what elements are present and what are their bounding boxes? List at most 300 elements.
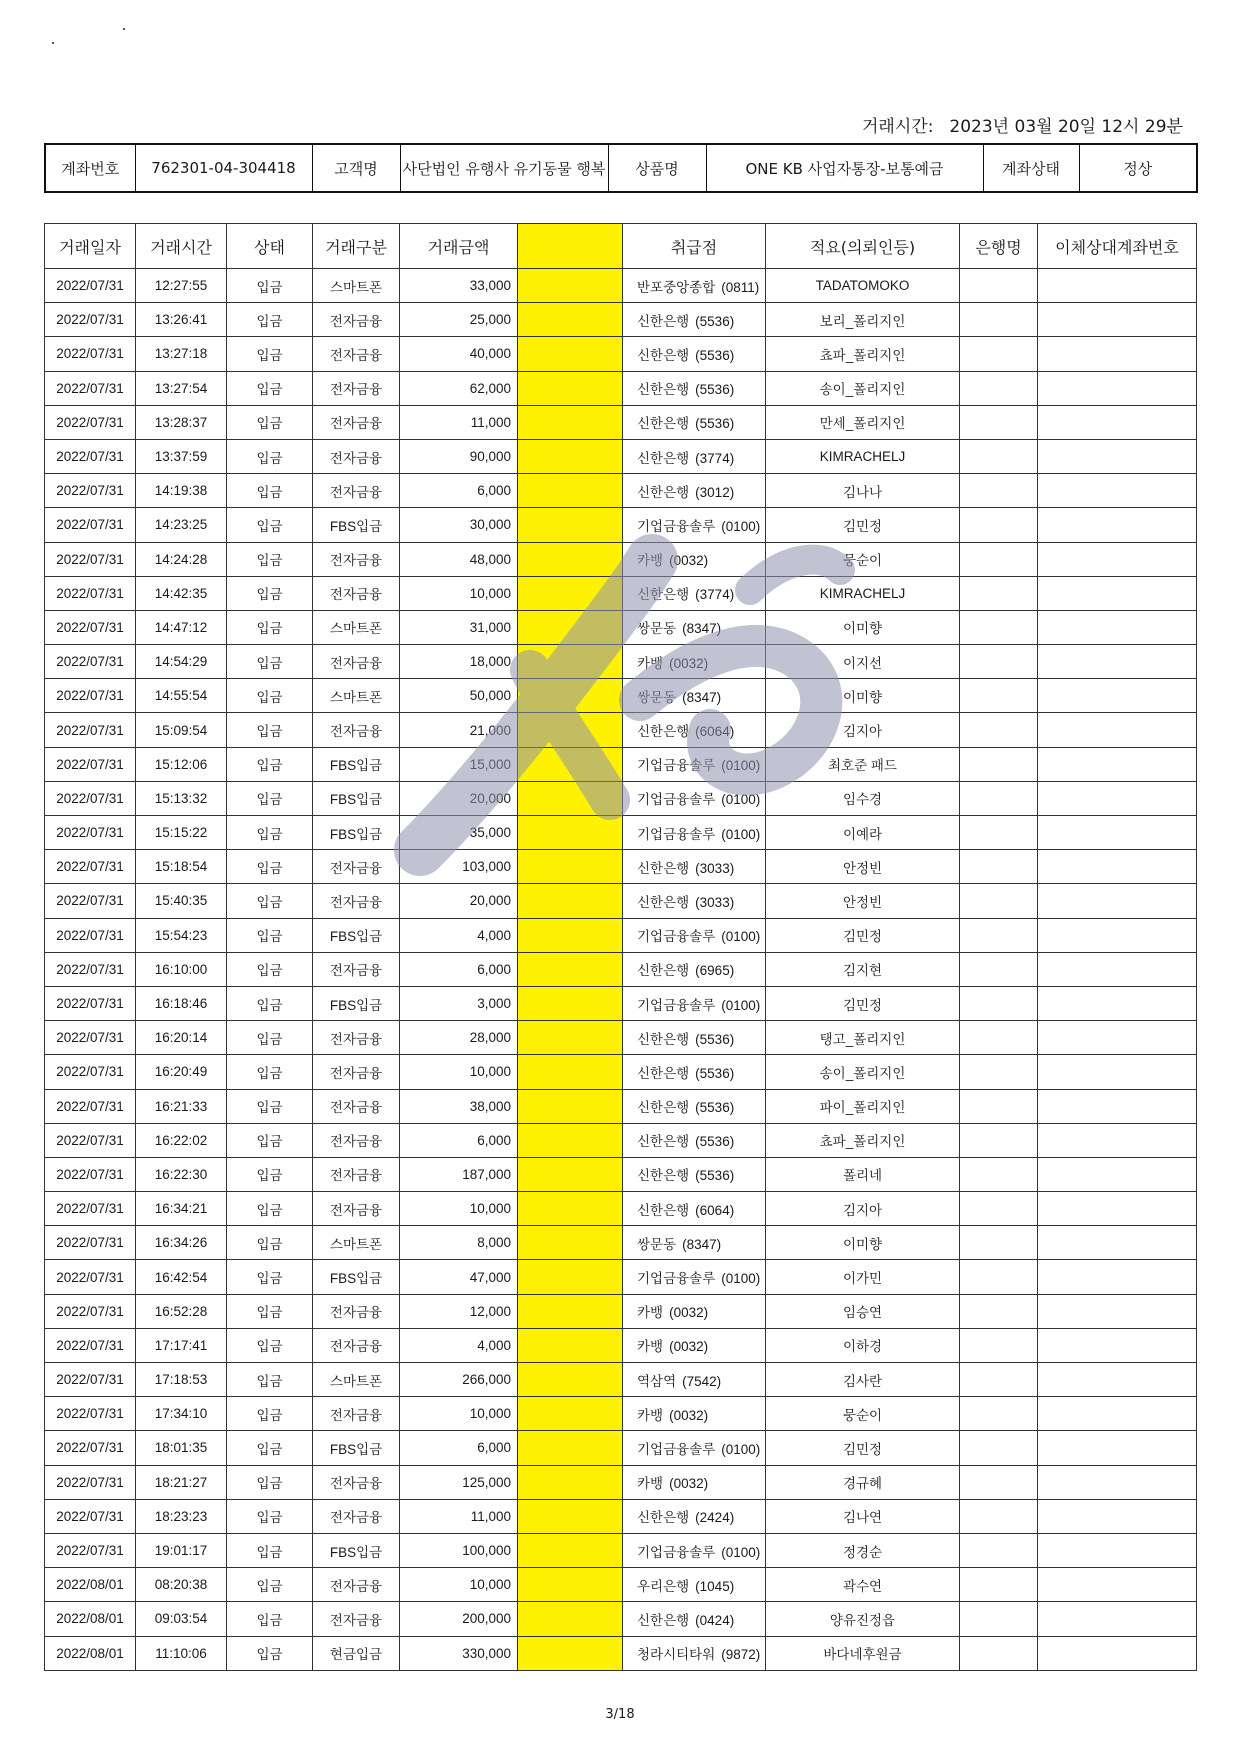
- cell-memo: 바다네후원금: [766, 1636, 960, 1670]
- cell-type: 전자금융: [313, 1089, 400, 1123]
- branch-name: 카뱅: [637, 553, 664, 569]
- cell-status: 입금: [227, 1226, 313, 1260]
- cell-branch: [623, 850, 766, 884]
- cell-bank: [960, 918, 1038, 952]
- cell-counter-account: [1038, 986, 1197, 1020]
- cell-branch: [623, 1157, 766, 1191]
- cell-bank: [960, 1055, 1038, 1089]
- cell-type: 전자금융: [313, 1123, 400, 1157]
- product-name: ONE KB 사업자통장-보통예금: [706, 144, 983, 192]
- cell-bank: [960, 850, 1038, 884]
- col-header-redacted: [518, 224, 623, 269]
- cell-date: 2022/07/31: [45, 986, 136, 1020]
- cell-redacted: [518, 986, 623, 1020]
- cell-time: 16:22:30: [136, 1157, 227, 1191]
- cell-memo: 이미향: [766, 1226, 960, 1260]
- cell-memo: 김지현: [766, 952, 960, 986]
- cell-counter-account: [1038, 1021, 1197, 1055]
- branch-name: 기업금융솔루: [637, 758, 716, 774]
- scan-speck: [123, 28, 125, 30]
- cell-time: 14:23:25: [136, 508, 227, 542]
- cell-status: 입금: [227, 816, 313, 850]
- cell-counter-account: [1038, 1363, 1197, 1397]
- branch-code: (5536): [695, 1031, 735, 1047]
- cell-time: 13:27:18: [136, 337, 227, 371]
- cell-branch: [623, 1431, 766, 1465]
- cell-date: 2022/07/31: [45, 405, 136, 439]
- cell-status: 입금: [227, 1055, 313, 1089]
- cell-memo: 곽수연: [766, 1568, 960, 1602]
- cell-branch: [623, 952, 766, 986]
- cell-redacted: [518, 1226, 623, 1260]
- branch-code: (5536): [695, 1100, 735, 1116]
- cell-time: 16:10:00: [136, 952, 227, 986]
- page-number: 3/18: [605, 1707, 635, 1722]
- cell-type: 전자금융: [313, 337, 400, 371]
- cell-branch: [623, 508, 766, 542]
- cell-type: 전자금융: [313, 1328, 400, 1362]
- branch-code: (6064): [695, 724, 735, 740]
- cell-counter-account: [1038, 337, 1197, 371]
- cell-amount: 48,000: [400, 542, 518, 576]
- branch-name: 반포중앙종합: [637, 279, 716, 295]
- cell-type: 전자금융: [313, 576, 400, 610]
- cell-amount: 200,000: [400, 1602, 518, 1636]
- cell-redacted: [518, 679, 623, 713]
- cell-counter-account: [1038, 1260, 1197, 1294]
- cell-bank: [960, 1431, 1038, 1465]
- cell-type: 전자금융: [313, 1499, 400, 1533]
- cell-amount: 10,000: [400, 1055, 518, 1089]
- table-row: [45, 405, 1197, 439]
- table-row: [45, 576, 1197, 610]
- cell-date: 2022/07/31: [45, 952, 136, 986]
- cell-time: 14:24:28: [136, 542, 227, 576]
- cell-bank: [960, 508, 1038, 542]
- cell-bank: [960, 1465, 1038, 1499]
- table-row: [45, 1123, 1197, 1157]
- cell-redacted: [518, 1568, 623, 1602]
- cell-status: 입금: [227, 474, 313, 508]
- table-row: [45, 1192, 1197, 1226]
- col-header-bank: 은행명: [960, 224, 1038, 269]
- table-row: [45, 1260, 1197, 1294]
- cell-branch: [623, 405, 766, 439]
- table-row: [45, 1055, 1197, 1089]
- cell-date: 2022/07/31: [45, 1226, 136, 1260]
- cell-date: 2022/07/31: [45, 610, 136, 644]
- cell-amount: 20,000: [400, 884, 518, 918]
- cell-counter-account: [1038, 1089, 1197, 1123]
- cell-memo: 정경순: [766, 1533, 960, 1567]
- cell-time: 15:54:23: [136, 918, 227, 952]
- table-row: [45, 679, 1197, 713]
- cell-date: 2022/07/31: [45, 850, 136, 884]
- branch-name: 청라시티타워: [637, 1647, 716, 1663]
- cell-time: 15:18:54: [136, 850, 227, 884]
- branch-name: 신한은행: [637, 963, 690, 979]
- table-row: [45, 781, 1197, 815]
- cell-branch: [623, 1055, 766, 1089]
- cell-counter-account: [1038, 781, 1197, 815]
- cell-bank: [960, 1260, 1038, 1294]
- cell-counter-account: [1038, 1294, 1197, 1328]
- cell-counter-account: [1038, 1533, 1197, 1567]
- cell-redacted: [518, 1636, 623, 1670]
- cell-type: FBS입금: [313, 986, 400, 1020]
- cell-branch: [623, 1636, 766, 1670]
- table-row: [45, 1157, 1197, 1191]
- cell-counter-account: [1038, 1055, 1197, 1089]
- cell-status: 입금: [227, 508, 313, 542]
- cell-type: 전자금융: [313, 1055, 400, 1089]
- cell-amount: 31,000: [400, 610, 518, 644]
- table-row: [45, 1499, 1197, 1533]
- cell-redacted: [518, 747, 623, 781]
- cell-amount: 35,000: [400, 816, 518, 850]
- cell-status: 입금: [227, 747, 313, 781]
- branch-name: 기업금융솔루: [637, 1271, 716, 1287]
- cell-time: 11:10:06: [136, 1636, 227, 1670]
- branch-name: 신한은행: [637, 1031, 690, 1047]
- branch-code: (0032): [669, 1339, 709, 1355]
- cell-redacted: [518, 816, 623, 850]
- cell-status: 입금: [227, 850, 313, 884]
- cell-branch: [623, 713, 766, 747]
- cell-branch: [623, 610, 766, 644]
- cell-date: 2022/07/31: [45, 645, 136, 679]
- cell-type: 스마트폰: [313, 1363, 400, 1397]
- cell-status: 입금: [227, 337, 313, 371]
- cell-redacted: [518, 645, 623, 679]
- cell-counter-account: [1038, 1123, 1197, 1157]
- table-row: [45, 1328, 1197, 1362]
- cell-memo: 김민정: [766, 508, 960, 542]
- cell-date: 2022/07/31: [45, 337, 136, 371]
- branch-code: (5536): [695, 416, 735, 432]
- table-row: [45, 1397, 1197, 1431]
- col-header-counter-account: 이체상대계좌번호: [1038, 224, 1197, 269]
- table-row: [45, 645, 1197, 679]
- cell-amount: 40,000: [400, 337, 518, 371]
- cell-redacted: [518, 337, 623, 371]
- cell-redacted: [518, 576, 623, 610]
- cell-branch: [623, 576, 766, 610]
- cell-counter-account: [1038, 1499, 1197, 1533]
- cell-counter-account: [1038, 1397, 1197, 1431]
- branch-name: 신한은행: [637, 1134, 690, 1150]
- col-header-time: 거래시간: [136, 224, 227, 269]
- cell-date: 2022/07/31: [45, 747, 136, 781]
- cell-memo: 임수경: [766, 781, 960, 815]
- cell-memo: 김나나: [766, 474, 960, 508]
- cell-redacted: [518, 1089, 623, 1123]
- cell-type: 전자금융: [313, 405, 400, 439]
- branch-code: (3033): [695, 894, 735, 910]
- cell-type: 전자금융: [313, 1157, 400, 1191]
- cell-redacted: [518, 405, 623, 439]
- cell-counter-account: [1038, 1157, 1197, 1191]
- cell-amount: 62,000: [400, 371, 518, 405]
- cell-amount: 6,000: [400, 474, 518, 508]
- cell-counter-account: [1038, 576, 1197, 610]
- cell-amount: 8,000: [400, 1226, 518, 1260]
- cell-memo: 뭉순이: [766, 542, 960, 576]
- table-row: [45, 1465, 1197, 1499]
- cell-counter-account: [1038, 1602, 1197, 1636]
- cell-status: 입금: [227, 1431, 313, 1465]
- cell-branch: [623, 1021, 766, 1055]
- customer-name: 사단법인 유행사 유기동물 행복: [400, 144, 608, 192]
- cell-time: 13:37:59: [136, 439, 227, 473]
- cell-date: 2022/07/31: [45, 1533, 136, 1567]
- cell-date: 2022/07/31: [45, 1294, 136, 1328]
- cell-amount: 10,000: [400, 576, 518, 610]
- cell-branch: [623, 781, 766, 815]
- cell-memo: 이미향: [766, 610, 960, 644]
- account-status-label: 계좌상태: [983, 144, 1079, 192]
- cell-amount: 187,000: [400, 1157, 518, 1191]
- cell-status: 입금: [227, 371, 313, 405]
- cell-bank: [960, 1636, 1038, 1670]
- cell-amount: 10,000: [400, 1192, 518, 1226]
- cell-branch: [623, 371, 766, 405]
- cell-status: 입금: [227, 542, 313, 576]
- cell-status: 입금: [227, 303, 313, 337]
- cell-redacted: [518, 1328, 623, 1362]
- cell-time: 13:27:54: [136, 371, 227, 405]
- cell-time: 08:20:38: [136, 1568, 227, 1602]
- cell-counter-account: [1038, 1636, 1197, 1670]
- branch-name: 기업금융솔루: [637, 826, 716, 842]
- cell-counter-account: [1038, 439, 1197, 473]
- cell-status: 입금: [227, 576, 313, 610]
- branch-name: 기업금융솔루: [637, 1441, 716, 1457]
- cell-bank: [960, 645, 1038, 679]
- table-row: [45, 850, 1197, 884]
- branch-name: 쌍문동: [637, 1236, 677, 1252]
- cell-branch: [623, 1328, 766, 1362]
- cell-redacted: [518, 1363, 623, 1397]
- cell-time: 15:09:54: [136, 713, 227, 747]
- cell-memo: 이지선: [766, 645, 960, 679]
- cell-bank: [960, 713, 1038, 747]
- branch-code: (3774): [695, 450, 735, 466]
- cell-type: 전자금융: [313, 1397, 400, 1431]
- cell-time: 17:18:53: [136, 1363, 227, 1397]
- transaction-rows: [45, 269, 1197, 1671]
- cell-counter-account: [1038, 952, 1197, 986]
- table-row: [45, 1431, 1197, 1465]
- cell-date: 2022/07/31: [45, 679, 136, 713]
- cell-bank: [960, 269, 1038, 303]
- cell-bank: [960, 610, 1038, 644]
- cell-amount: 11,000: [400, 1499, 518, 1533]
- cell-time: 17:34:10: [136, 1397, 227, 1431]
- cell-branch: [623, 1123, 766, 1157]
- cell-branch: [623, 1602, 766, 1636]
- cell-type: FBS입금: [313, 816, 400, 850]
- cell-time: 18:21:27: [136, 1465, 227, 1499]
- branch-name: 기업금융솔루: [637, 792, 716, 808]
- table-row: [45, 508, 1197, 542]
- cell-status: 입금: [227, 1089, 313, 1123]
- cell-date: 2022/08/01: [45, 1636, 136, 1670]
- table-row: [45, 269, 1197, 303]
- cell-time: 16:52:28: [136, 1294, 227, 1328]
- cell-branch: [623, 1568, 766, 1602]
- customer-name-label: 고객명: [312, 144, 400, 192]
- cell-type: 전자금융: [313, 1192, 400, 1226]
- cell-branch: [623, 1192, 766, 1226]
- cell-time: 17:17:41: [136, 1328, 227, 1362]
- cell-type: 전자금융: [313, 850, 400, 884]
- table-row: [45, 1089, 1197, 1123]
- cell-date: 2022/07/31: [45, 1363, 136, 1397]
- cell-type: FBS입금: [313, 1260, 400, 1294]
- cell-date: 2022/07/31: [45, 303, 136, 337]
- cell-bank: [960, 816, 1038, 850]
- cell-status: 입금: [227, 952, 313, 986]
- cell-status: 입금: [227, 1123, 313, 1157]
- cell-memo: 안정빈: [766, 850, 960, 884]
- cell-status: 입금: [227, 610, 313, 644]
- cell-memo: 송이_폴리지인: [766, 1055, 960, 1089]
- cell-time: 16:20:14: [136, 1021, 227, 1055]
- branch-name: 기업금융솔루: [637, 1544, 716, 1560]
- cell-date: 2022/07/31: [45, 474, 136, 508]
- cell-type: 전자금융: [313, 474, 400, 508]
- branch-code: (3033): [695, 860, 735, 876]
- cell-bank: [960, 1089, 1038, 1123]
- branch-name: 기업금융솔루: [637, 997, 716, 1013]
- cell-counter-account: [1038, 816, 1197, 850]
- account-status: 정상: [1079, 144, 1197, 192]
- table-row: [45, 1294, 1197, 1328]
- cell-bank: [960, 1294, 1038, 1328]
- cell-type: 전자금융: [313, 1602, 400, 1636]
- branch-code: (0100): [721, 1441, 761, 1457]
- cell-redacted: [518, 1533, 623, 1567]
- cell-date: 2022/07/31: [45, 1055, 136, 1089]
- branch-name: 신한은행: [637, 1065, 690, 1081]
- cell-type: FBS입금: [313, 1431, 400, 1465]
- cell-bank: [960, 542, 1038, 576]
- account-number: 762301-04-304418: [135, 144, 312, 192]
- cell-type: 현금입금: [313, 1636, 400, 1670]
- cell-status: 입금: [227, 1328, 313, 1362]
- branch-name: 신한은행: [637, 450, 690, 466]
- table-row: [45, 1636, 1197, 1670]
- branch-code: (6064): [695, 1202, 735, 1218]
- branch-code: (0100): [721, 997, 761, 1013]
- cell-date: 2022/07/31: [45, 1157, 136, 1191]
- cell-time: 16:34:26: [136, 1226, 227, 1260]
- cell-date: 2022/07/31: [45, 542, 136, 576]
- cell-bank: [960, 679, 1038, 713]
- col-header-memo: 적요(의뢰인등): [766, 224, 960, 269]
- cell-time: 18:01:35: [136, 1431, 227, 1465]
- cell-branch: [623, 645, 766, 679]
- cell-branch: [623, 1363, 766, 1397]
- cell-amount: 33,000: [400, 269, 518, 303]
- cell-date: 2022/07/31: [45, 884, 136, 918]
- cell-date: 2022/07/31: [45, 1089, 136, 1123]
- cell-time: 16:21:33: [136, 1089, 227, 1123]
- cell-redacted: [518, 371, 623, 405]
- cell-amount: 38,000: [400, 1089, 518, 1123]
- cell-branch: [623, 1294, 766, 1328]
- table-row: [45, 713, 1197, 747]
- cell-memo: 이예라: [766, 816, 960, 850]
- branch-name: 신한은행: [637, 1510, 690, 1526]
- branch-code: (0100): [721, 758, 761, 774]
- cell-branch: [623, 1089, 766, 1123]
- cell-time: 15:12:06: [136, 747, 227, 781]
- branch-name: 기업금융솔루: [637, 518, 716, 534]
- cell-bank: [960, 1123, 1038, 1157]
- branch-code: (5536): [695, 1134, 735, 1150]
- cell-memo: 김지아: [766, 713, 960, 747]
- cell-redacted: [518, 781, 623, 815]
- branch-code: (0100): [721, 792, 761, 808]
- table-row: [45, 816, 1197, 850]
- branch-code: (8347): [682, 621, 722, 637]
- cell-bank: [960, 1397, 1038, 1431]
- branch-code: (5536): [695, 347, 735, 363]
- cell-redacted: [518, 439, 623, 473]
- cell-memo: 김나연: [766, 1499, 960, 1533]
- cell-time: 15:13:32: [136, 781, 227, 815]
- cell-status: 입금: [227, 884, 313, 918]
- col-header-type: 거래구분: [313, 224, 400, 269]
- cell-bank: [960, 1568, 1038, 1602]
- cell-time: 19:01:17: [136, 1533, 227, 1567]
- branch-code: (5536): [695, 1168, 735, 1184]
- cell-counter-account: [1038, 610, 1197, 644]
- table-row: [45, 474, 1197, 508]
- branch-name: 신한은행: [637, 382, 690, 398]
- cell-status: 입금: [227, 986, 313, 1020]
- branch-name: 신한은행: [637, 1612, 690, 1628]
- branch-code: (0100): [721, 1544, 761, 1560]
- cell-time: 13:26:41: [136, 303, 227, 337]
- cell-memo: 양유진정읍: [766, 1602, 960, 1636]
- branch-code: (3012): [695, 484, 735, 500]
- cell-redacted: [518, 918, 623, 952]
- cell-bank: [960, 952, 1038, 986]
- branch-name: 카뱅: [637, 1476, 664, 1492]
- cell-memo: 만세_폴리지인: [766, 405, 960, 439]
- branch-name: 신한은행: [637, 1202, 690, 1218]
- cell-memo: KIMRACHELJ: [766, 439, 960, 473]
- cell-counter-account: [1038, 884, 1197, 918]
- table-row: [45, 303, 1197, 337]
- table-row: [45, 542, 1197, 576]
- cell-redacted: [518, 1465, 623, 1499]
- cell-bank: [960, 303, 1038, 337]
- cell-amount: 30,000: [400, 508, 518, 542]
- cell-time: 14:19:38: [136, 474, 227, 508]
- cell-memo: 최호준 패드: [766, 747, 960, 781]
- cell-redacted: [518, 1157, 623, 1191]
- cell-memo: 송이_폴리지인: [766, 371, 960, 405]
- cell-date: 2022/08/01: [45, 1602, 136, 1636]
- cell-amount: 20,000: [400, 781, 518, 815]
- cell-date: 2022/07/31: [45, 1499, 136, 1533]
- branch-code: (9872): [721, 1647, 761, 1663]
- cell-amount: 4,000: [400, 918, 518, 952]
